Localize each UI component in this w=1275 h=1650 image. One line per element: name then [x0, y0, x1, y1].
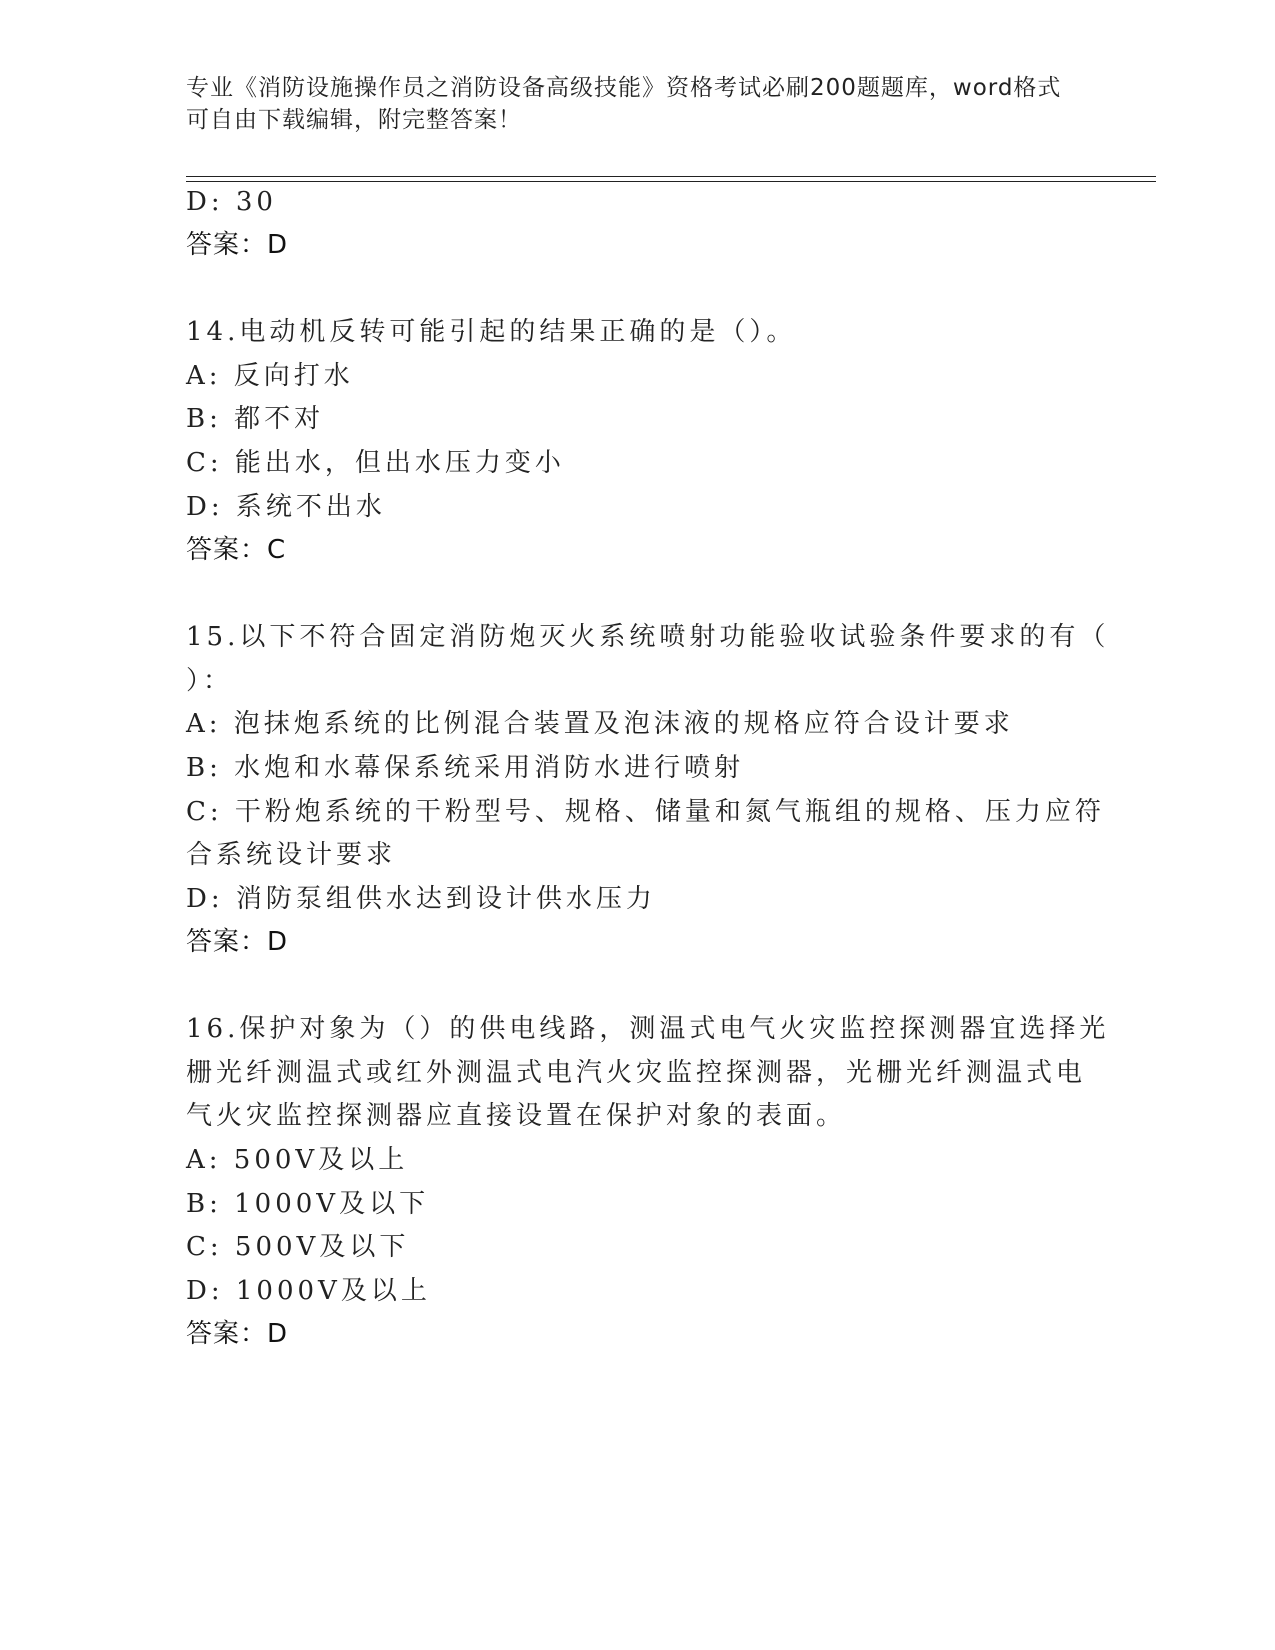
q15-answer: 答案：D	[186, 927, 289, 957]
q15-option-c-line-1: C: 干粉炮系统的干粉型号、规格、储量和氮气瓶组的规格、压力应符	[186, 797, 1105, 827]
q16-stem-line-1: 16.保护对象为（）的供电线路，测温式电气火灾监控探测器宜选择光	[186, 1014, 1110, 1044]
q16-option-a: A: 500V及以上	[186, 1145, 409, 1175]
q14-option-c: C: 能出水，但出水压力变小	[186, 448, 565, 478]
q15-option-a: A: 泡抹炮系统的比例混合装置及泡沫液的规格应符合设计要求	[186, 709, 1014, 739]
q16-option-b: B: 1000V及以下	[186, 1189, 430, 1219]
q15-option-b: B: 水炮和水幕保系统采用消防水进行喷射	[186, 753, 745, 783]
header-divider	[186, 176, 1156, 177]
q15-option-c-line-2: 合系统设计要求	[186, 840, 397, 870]
q15-stem-line-2: ）：	[186, 666, 234, 696]
q16-option-d: D: 1000V及以上	[186, 1276, 431, 1306]
q14-option-a: A: 反向打水	[186, 361, 354, 391]
q15-stem-line-1: 15.以下不符合固定消防炮灭火系统喷射功能验收试验条件要求的有（	[186, 622, 1110, 652]
q16-stem-line-3: 气火灾监控探测器应直接设置在保护对象的表面。	[186, 1101, 847, 1131]
q13-option-d: D: 30	[186, 187, 277, 217]
q16-answer: 答案：D	[186, 1319, 289, 1349]
q14-answer: 答案：C	[186, 535, 287, 565]
document-header: 专业《消防设施操作员之消防设备高级技能》资格考试必刷200题题库，word格式可自由下载编辑，附完整答案！	[186, 75, 1062, 133]
q14-option-d: D: 系统不出水	[186, 492, 386, 522]
header-divider-double	[186, 181, 1156, 182]
q16-stem-line-2: 栅光纤测温式或红外测温式电汽火灾监控探测器，光栅光纤测温式电	[186, 1058, 1087, 1088]
q15-option-d: D: 消防泵组供水达到设计供水压力	[186, 884, 656, 914]
q14-option-b: B: 都不对	[186, 404, 325, 434]
q16-option-c: C: 500V及以下	[186, 1232, 410, 1262]
q13-answer: 答案：D	[186, 230, 289, 260]
q14-stem: 14.电动机反转可能引起的结果正确的是（）。	[186, 317, 797, 347]
